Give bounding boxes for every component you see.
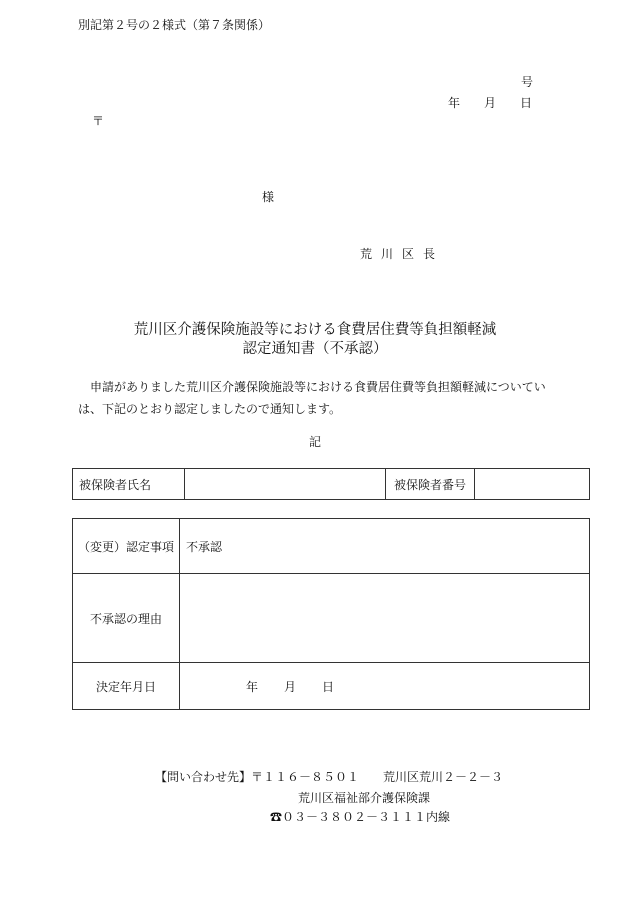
insured-number-label: 被保険者番号 <box>386 469 475 500</box>
insured-number-field[interactable] <box>475 469 590 500</box>
issue-date-year: 年 <box>448 96 461 110</box>
body-line2: は、下記のとおり認定しましたので通知します。 <box>78 402 342 416</box>
issue-date-day: 日 <box>520 96 533 110</box>
insured-info-table <box>72 468 590 500</box>
decision-date-field[interactable] <box>180 663 590 710</box>
form-id: 別記第２号の２様式（第７条関係） <box>78 18 271 32</box>
document-title-line2: 認定通知書（不承認） <box>242 341 388 357</box>
decision-date-row <box>73 663 590 710</box>
contact-line1: 【問い合わせ先】〒１１６－８５０１ 荒川区荒川２－２－３ <box>155 770 504 784</box>
ki-marker: 記 <box>308 435 321 449</box>
reason-row <box>73 574 590 663</box>
decision-item-label: （変更）認定事項 <box>73 519 180 574</box>
contact-department: 荒川区福祉部介護保険課 <box>298 791 431 805</box>
contact-phone: ☎０３－３８０２－３１１１内線 <box>270 810 451 824</box>
insured-name-label: 被保険者氏名 <box>73 469 185 500</box>
issue-date <box>448 94 532 111</box>
decision-date-day: 日 <box>322 679 335 694</box>
body-paragraph <box>78 376 558 420</box>
reason-field[interactable] <box>180 574 590 663</box>
decision-date-label: 決定年月日 <box>73 663 180 710</box>
insured-info-row <box>73 469 590 500</box>
issuer-name: 荒川区長 <box>360 247 445 261</box>
issue-date-month: 月 <box>484 96 497 110</box>
document-title-line1: 荒川区介護保険施設等における食費居住費等負担額軽減 <box>133 322 497 338</box>
decision-item-value: 不承認 <box>180 519 590 574</box>
decision-date-month: 月 <box>284 679 297 694</box>
postal-mark: 〒 <box>92 114 105 128</box>
decision-item-row <box>73 519 590 574</box>
decision-date-year: 年 <box>246 679 259 694</box>
decision-table <box>72 518 590 710</box>
recipient-honorific: 様 <box>262 190 275 204</box>
issue-number-suffix: 号 <box>521 75 534 89</box>
reason-label: 不承認の理由 <box>73 574 180 663</box>
body-line1: 申請がありました荒川区介護保険施設等における食費居住費等負担額軽減についてい <box>90 380 546 394</box>
insured-name-field[interactable] <box>185 469 386 500</box>
